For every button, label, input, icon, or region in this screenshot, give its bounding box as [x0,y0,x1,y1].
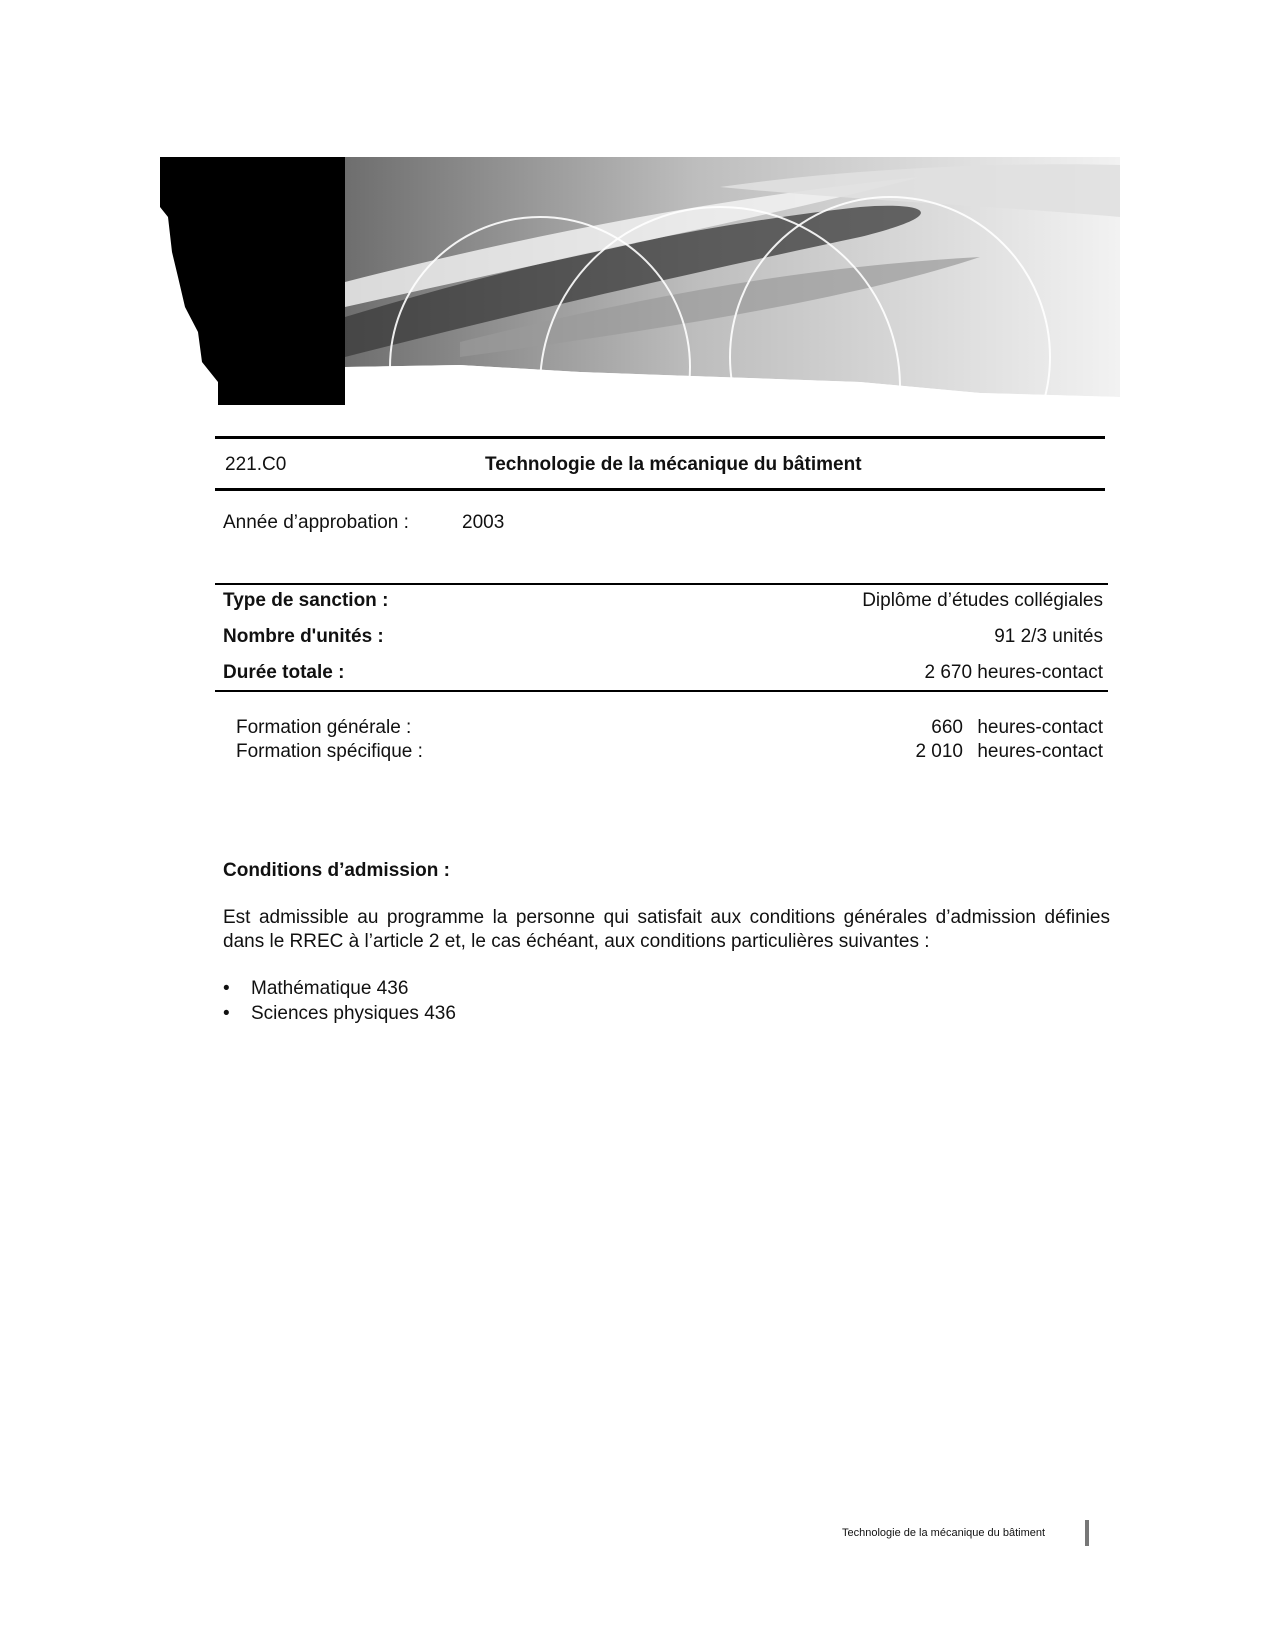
admission-paragraph: Est admissible au programme la personne qui satisfait aux conditions générales d’admission définies dans le RREC à l’article 2 et, le cas échéant, aux conditions particulières suivantes : [223,907,1110,952]
formation-unit: heures-contact [977,741,1103,762]
summary-value: 91 2/3 unités [994,626,1103,647]
list-item [223,1003,456,1028]
summary-table [223,590,1103,698]
footer-title: Technologie de la mécanique du bâtiment [842,1527,1046,1539]
summary-label: Nombre d'unités : [223,626,384,647]
program-title: Technologie de la mécanique du bâtiment [485,454,862,475]
summary-label: Type de sanction : [223,590,389,611]
list-item [223,978,456,1003]
summary-label: Durée totale : [223,662,345,683]
title-top-rule [215,436,1105,439]
header-banner-image [160,157,1120,407]
list-item-text: Sciences physiques 436 [251,1003,456,1024]
formation-label: Formation spécifique : [236,741,423,762]
summary-row-duration [223,662,1103,698]
footer-bar [1085,1520,1089,1546]
summary-top-rule [215,583,1108,585]
summary-row-units [223,626,1103,662]
formation-row-specifique [236,741,1103,765]
program-code: 221.C0 [225,454,287,475]
formation-hours: 660 [931,717,963,738]
summary-value: Diplôme d’études collégiales [862,590,1103,611]
admission-heading: Conditions d’admission : [223,860,450,881]
summary-bottom-rule [215,690,1108,692]
approval-label: Année d’approbation : [223,512,409,533]
bullet-icon: • [223,1003,230,1024]
formation-label: Formation générale : [236,717,412,738]
admission-requirements-list [223,978,456,1028]
summary-value: 2 670 heures-contact [924,662,1103,683]
summary-row-sanction [223,590,1103,626]
formation-unit: heures-contact [977,717,1103,738]
approval-year: 2003 [462,512,505,533]
list-item-text: Mathématique 436 [251,978,409,999]
title-bottom-rule [215,488,1105,491]
formation-row-generale [236,717,1103,741]
formation-table [236,717,1103,765]
formation-hours: 2 010 [915,741,963,762]
bullet-icon: • [223,978,230,999]
